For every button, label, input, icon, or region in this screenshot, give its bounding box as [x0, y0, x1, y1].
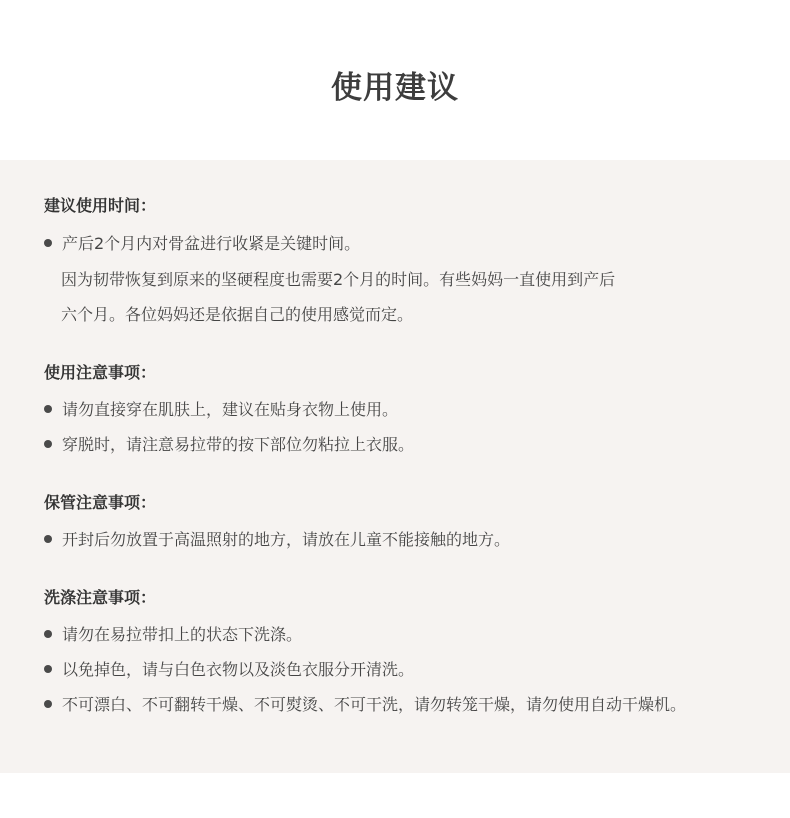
list-item-text: 以免掉色，请与白色衣物以及淡色衣服分开清洗。 — [62, 660, 415, 679]
list-item-text: 请勿在易拉带扣上的状态下洗涤。 — [62, 625, 303, 644]
section-heading-storage-notes: 保管注意事项： — [44, 493, 157, 512]
bullet-dot-icon — [44, 700, 52, 708]
bullet-dot-icon — [44, 440, 52, 448]
bullet-dot-icon — [44, 535, 52, 543]
list-item — [44, 527, 510, 550]
list-item — [44, 231, 360, 254]
list-item — [44, 622, 302, 645]
page-title: 使用建议 — [331, 70, 459, 106]
list-item-continuation: 因为韧带恢复到原来的坚硬程度也需要2个月的时间。有些妈妈一直使用到产后 — [61, 270, 616, 289]
bullet-dot-icon — [44, 630, 52, 638]
list-item — [44, 692, 686, 715]
list-item-text: 开封后勿放置于高温照射的地方，请放在儿童不能接触的地方。 — [62, 530, 511, 549]
list-item-text: 产后2个月内对骨盆进行收紧是关键时间。 — [62, 234, 361, 253]
list-item-text: 穿脱时，请注意易拉带的按下部位勿粘拉上衣服。 — [62, 435, 415, 454]
list-item-text: 请勿直接穿在肌肤上，建议在贴身衣物上使用。 — [62, 400, 399, 419]
bullet-dot-icon — [44, 405, 52, 413]
section-heading-usage-time: 建议使用时间： — [44, 196, 157, 215]
section-heading-usage-notes: 使用注意事项： — [44, 363, 157, 382]
list-item-continuation: 六个月。各位妈妈还是依据自己的使用感觉而定。 — [61, 305, 414, 324]
bullet-dot-icon — [44, 239, 52, 247]
list-item — [44, 432, 414, 455]
bullet-dot-icon — [44, 665, 52, 673]
list-item-text: 不可漂白、不可翻转干燥、不可熨烫、不可干洗，请勿转笼干燥，请勿使用自动干燥机。 — [62, 695, 687, 714]
list-item — [44, 657, 414, 680]
list-item — [44, 397, 398, 420]
section-heading-washing-notes: 洗涤注意事项： — [44, 588, 157, 607]
